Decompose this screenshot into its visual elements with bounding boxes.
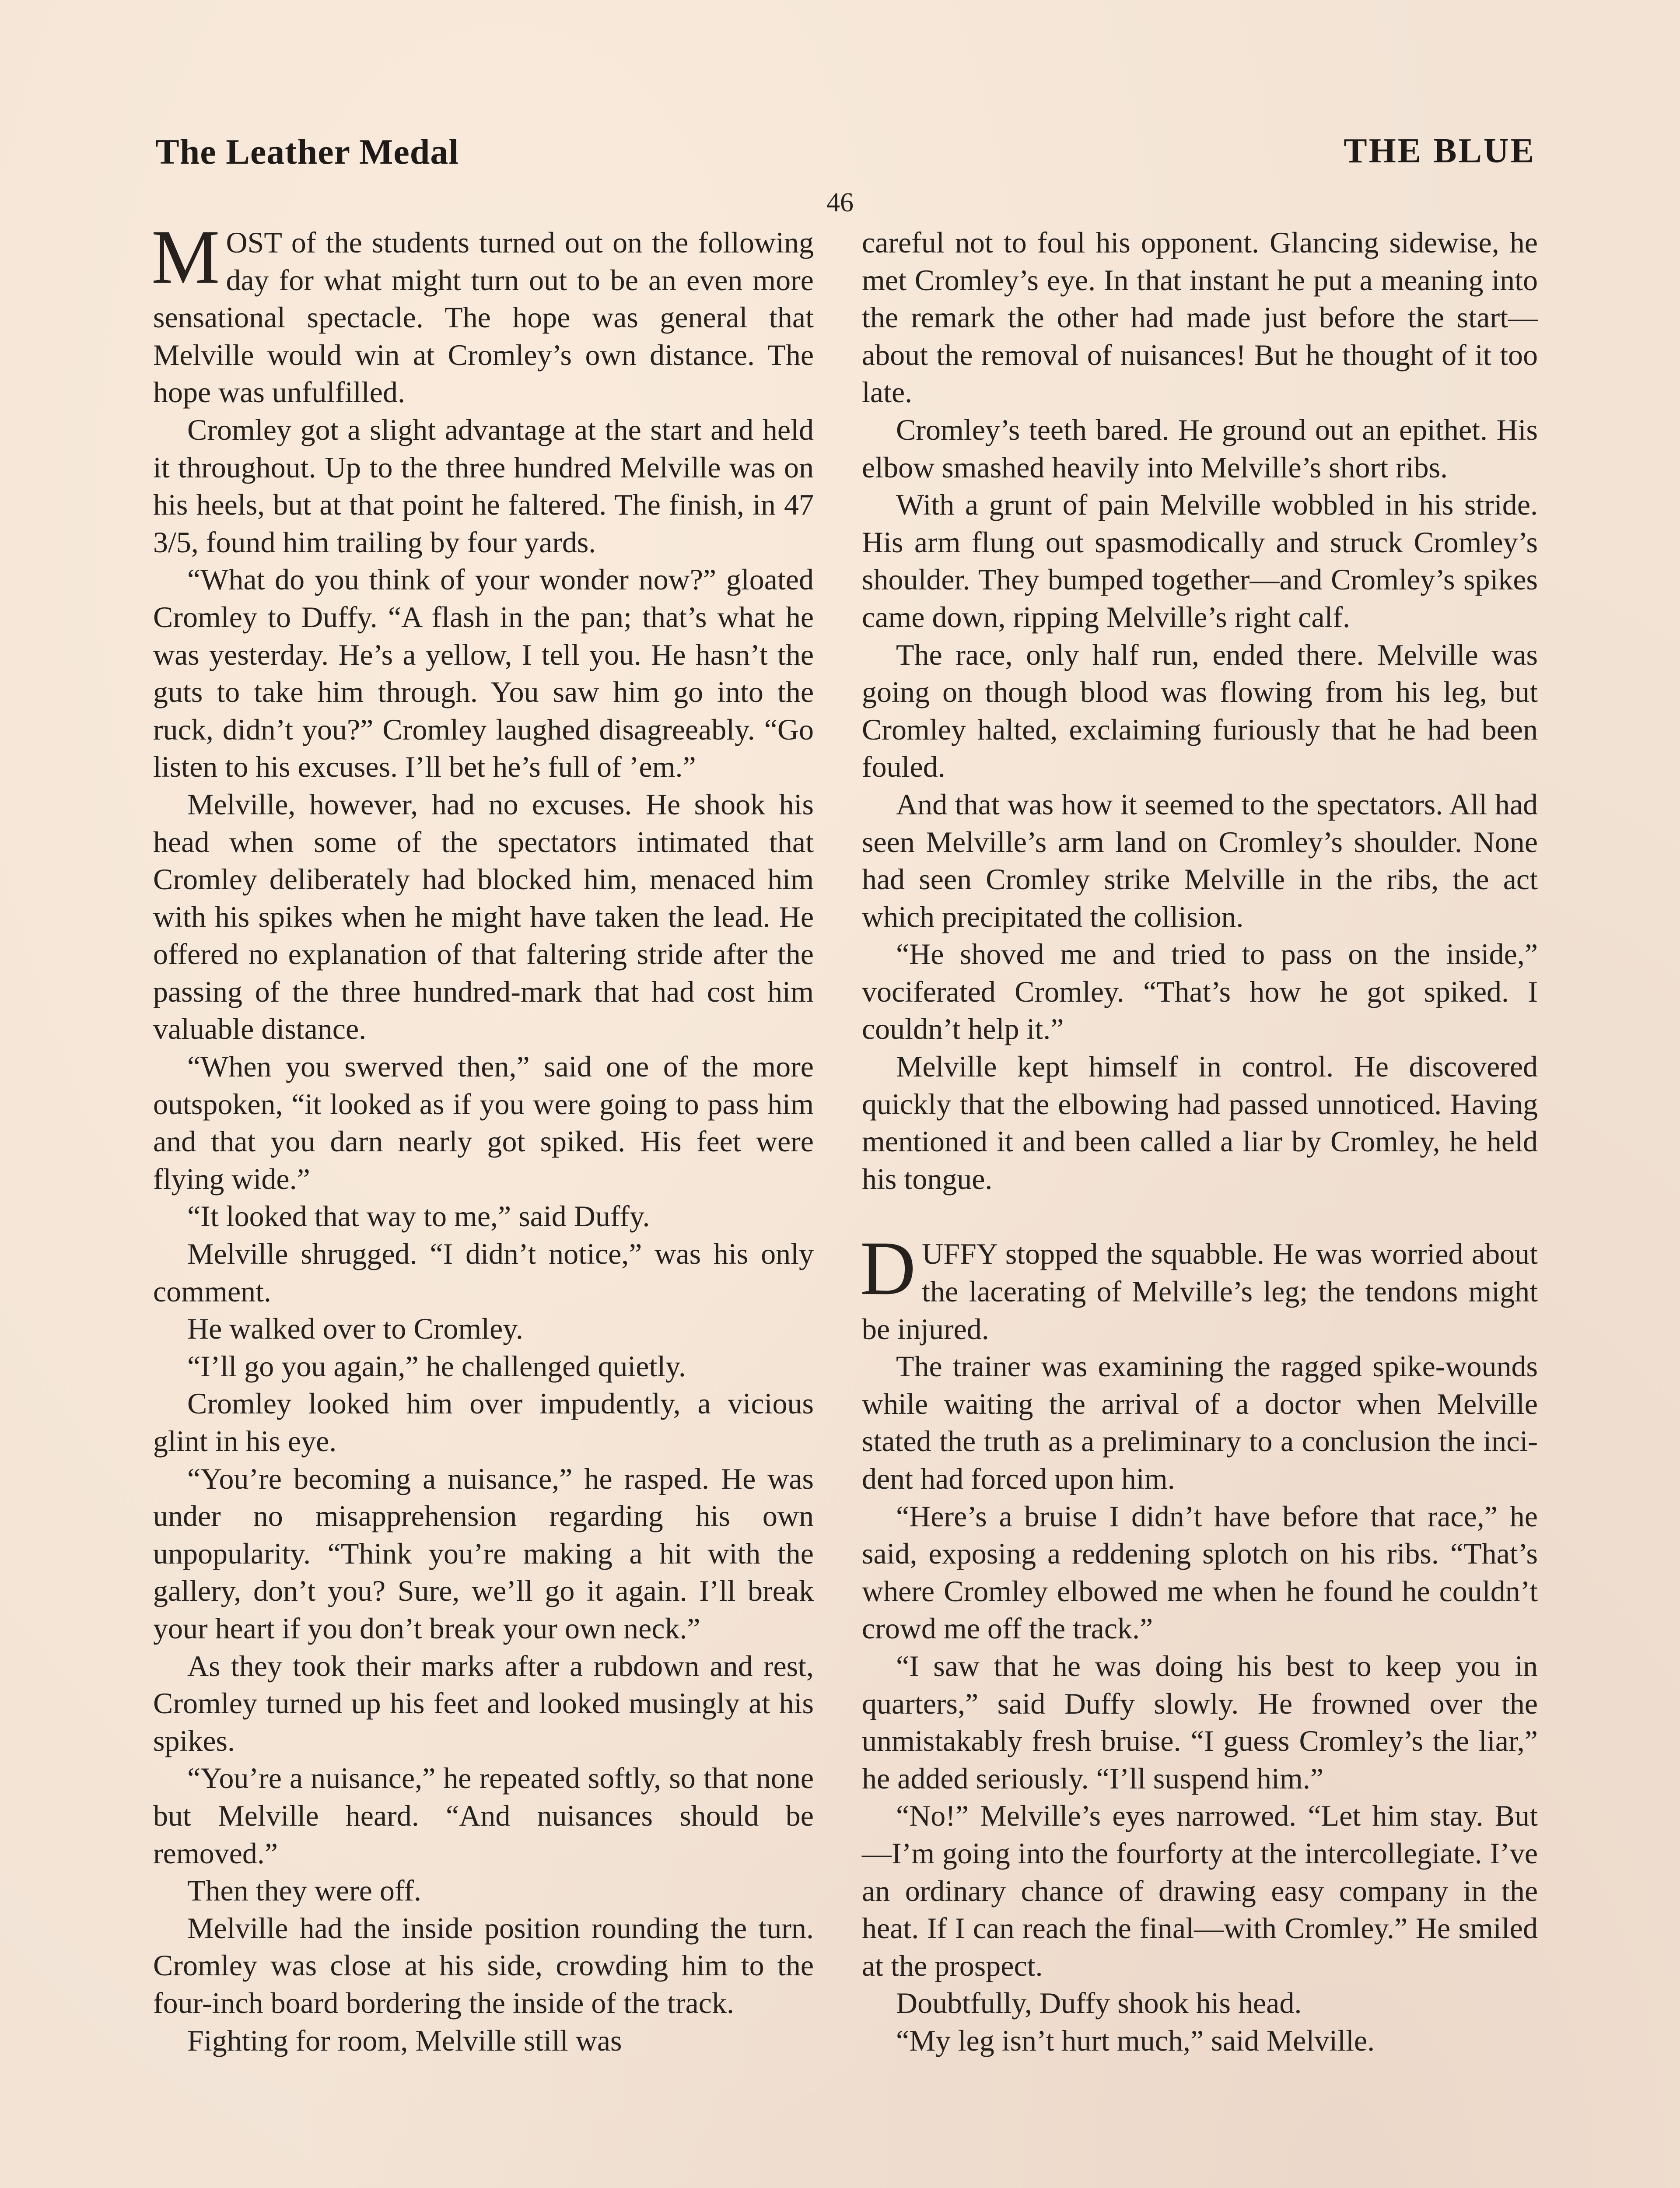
paragraph-text: UFFY stopped the squabble. He was worried about the lacerating of Melville’s leg; the tendons might be injured. xyxy=(862,1237,1538,1346)
paragraph: “My leg isn’t hurt much,” said Melville. xyxy=(896,2023,1375,2057)
paragraph: “You’re becoming a nuisance,” he rasped. He was under no misapprehension regarding his own unpopularity. “Think you’re making a hit with the gallery, don’t you? Sure, we’ll go it again. I’ll break your heart if you don’t break your own neck.” xyxy=(153,1462,814,1645)
paragraph-text: OST of the students turned out on the following day for what might turn out to be an even more sensational spectacle. The hope was general that Melville would win at Cromley’s own distance. The hope was unfulfilled. xyxy=(153,226,814,409)
paragraph: The trainer was examining the ragged spike-wounds while waiting the arrival of a doctor when Melville stated the truth as a preliminary to a conclusion the incident had forced upon him. xyxy=(862,1350,1538,1495)
page-number: 46 xyxy=(826,188,854,217)
paragraph: Melville kept himself in control. He discovered quickly that the elbowing had passed unnoticed. Having mentioned it and been called a liar by Cromley, he held his tongue. xyxy=(862,1050,1538,1196)
paragraph xyxy=(151,214,814,411)
paragraph: “What do you think of your wonder now?” gloated Cromley to Duffy. “A flash in the pan; that’s what he was yesterday. He’s a yellow, I tell you. He hasn’t the guts to take him through. You saw him go into the ruck, didn’t you?” Cromley laughed disagreeably. “Go listen to his excuses. I’ll bet he’s full of ’em.” xyxy=(153,563,814,784)
paragraph: Cromley’s teeth bared. He ground out an epithet. His elbow smashed heavily into Melville’s short ribs. xyxy=(862,413,1538,484)
paragraph: Fighting for room, Melville still was xyxy=(187,2023,622,2057)
left-column xyxy=(151,214,814,2059)
paragraph: “When you swerved then,” said one of the more outspoken, “it looked as if you were going to pass him and that you darn nearly got spiked. His feet were flying wide.” xyxy=(153,1050,814,1196)
paragraph: With a grunt of pain Melville wobbled in his stride. His arm flung out spasmodically and struck Cromley’s shoulder. They bumped together—and Cromley’s spikes came down, ripping Melville’s right calf. xyxy=(862,488,1538,634)
drop-cap: D xyxy=(860,1226,916,1311)
section-break xyxy=(862,1198,1538,1235)
story-title: The Leather Medal xyxy=(155,132,459,172)
paragraph: Cromley got a slight advantage at the start and held it throughout. Up to the three hundred Melville was on his heels, but at that point he faltered. The finish, in 47 3/5, found him trailing by four yards. xyxy=(153,413,814,559)
paragraph: “It looked that way to me,” said Duffy. xyxy=(187,1199,650,1233)
paragraph: Doubtfully, Duffy shook his head. xyxy=(896,1986,1302,2020)
paragraph: Melville had the inside position rounding the turn. Cromley was close at his side, crowding him to the four-inch board bordering the inside of the track. xyxy=(153,1911,814,2020)
paragraph: “No!” Melville’s eyes narrowed. “Let him stay. But—I’m going into the fourforty at the intercollegiate. I’ve an ordinary chance of drawing easy company in the heat. If I can reach the final—with Cromley.” He smiled at the prospect. xyxy=(862,1799,1538,1982)
drop-cap: M xyxy=(151,214,220,300)
magazine-title: THE BLUE xyxy=(1344,132,1536,170)
paragraph: Then they were off. xyxy=(187,1874,421,1907)
paragraph: Cromley looked him over impudently, a vicious glint in his eye. xyxy=(153,1387,814,1458)
paragraph: And that was how it seemed to the spectators. All had seen Melville’s arm land on Cromley’s shoulder. None had seen Cromley strike Melville in the ribs, the act which precipitated the collision. xyxy=(862,787,1538,933)
paragraph: The race, only half run, ended there. Melville was going on though blood was flowing from his leg, but Cromley halted, exclaiming furiously that he had been fouled. xyxy=(862,638,1538,784)
paragraph: Melville shrugged. “I didn’t notice,” was his only comment. xyxy=(153,1237,814,1308)
paragraph: Melville, however, had no excuses. He shook his head when some of the spectators intimated that Cromley deliberately had blocked him, menaced him with his spikes when he might have taken the lead. He offered no explanation of that faltering stride after the passing of the three hundred-mark that had cost him valuable distance. xyxy=(153,787,814,1046)
paragraph xyxy=(860,1226,1538,1348)
paragraph: “He shoved me and tried to pass on the inside,” vociferated Cromley. “That’s how he got spiked. I couldn’t help it.” xyxy=(862,937,1538,1046)
paragraph: “I saw that he was doing his best to keep you in quarters,” said Duffy slowly. He frowned over the unmistakably fresh bruise. “I guess Cromley’s the liar,” he added seriously. “I’ll suspend him.” xyxy=(862,1649,1538,1795)
paragraph: “I’ll go you again,” he challenged quietly. xyxy=(187,1349,686,1383)
paragraph: careful not to foul his opponent. Glancing sidewise, he met Cromley’s eye. In that instant he put a meaning into the remark the other had made just before the start—about the removal of nuisances! But he thought of it too late. xyxy=(862,226,1538,409)
paragraph: “You’re a nuisance,” he repeated softly, so that none but Melville heard. “And nuisances should be removed.” xyxy=(153,1761,814,1870)
paragraph: “Here’s a bruise I didn’t have before that race,” he said, exposing a reddening splotch on his ribs. “That’s where Cromley elbowed me when he found he couldn’t crowd me off the track.” xyxy=(862,1499,1538,1645)
paragraph: As they took their marks after a rubdown and rest, Cromley turned up his feet and looked musingly at his spikes. xyxy=(153,1649,814,1757)
right-column xyxy=(862,224,1538,2060)
paragraph: He walked over to Cromley. xyxy=(187,1312,523,1346)
